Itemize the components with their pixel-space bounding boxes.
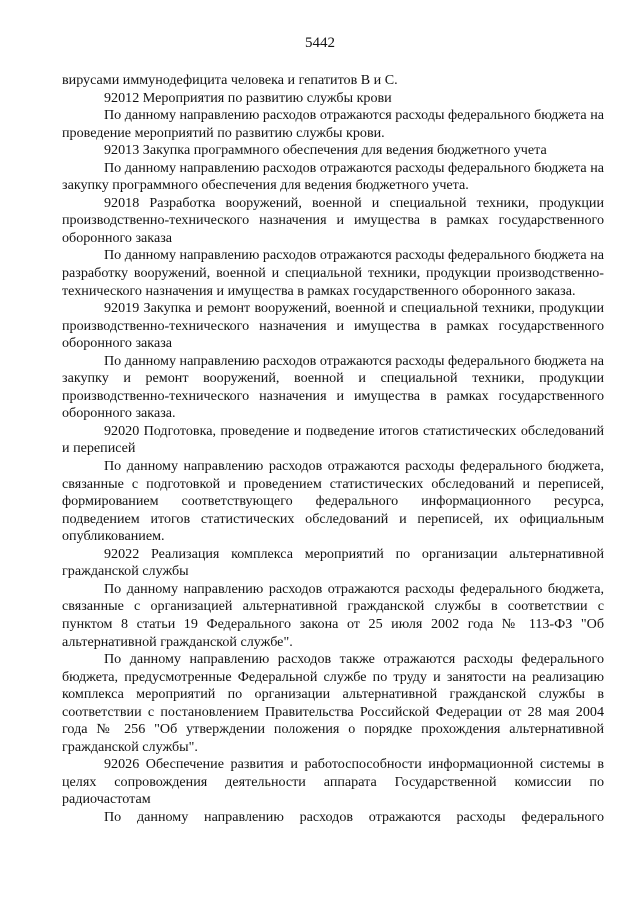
paragraph: 92012 Мероприятия по развитию службы крови [104, 89, 392, 106]
paragraph: По данному направлению расходов отражаются расходы федерального [104, 808, 604, 825]
paragraph: 92026 Обеспечение развития и работоспособности информационной системы в целях сопровождения деятельности аппарата Государственной комиссии по радиочастотам [62, 756, 604, 808]
paragraph: По данному направлению расходов также отражаются расходы федерального бюджета, предусмотренные Федеральной службе по труду и занятости на реализацию комплекса мероприятий по организации альтернативной гражданской службы в соответствии с постановлением Правительства Российской Федерации от 28 мая 2004 года № 256 "Об утверждении положения о порядке прохождения альтернативной гражданской службы". [62, 651, 604, 755]
paragraph: 92022 Реализация комплекса мероприятий по организации альтернативной гражданской службы [62, 545, 604, 580]
paragraph: 92018 Разработка вооружений, военной и специальной техники, продукции производственно-технического назначения и имущества в рамках государственного оборонного заказа [62, 194, 604, 246]
paragraph: По данному направлению расходов отражаются расходы федерального бюджета на закупку программного обеспечения для ведения бюджетного учета. [62, 159, 604, 194]
paragraph: По данному направлению расходов отражаются расходы федерального бюджета на разработку вооружений, военной и специальной техники, продукции производственно-технического назначения и имущества в рамках государственного оборонного заказа. [62, 247, 604, 299]
paragraph: 92020 Подготовка, проведение и подведение итогов статистических обследований и переписей [62, 422, 604, 457]
paragraph: По данному направлению расходов отражаются расходы федерального бюджета, связанные с подготовкой и проведением статистических обследований и переписей, формированием соответствующего федерального информационного ресурса, подведением итогов статистических обследований и переписей, их официальным опубликованием. [62, 458, 604, 545]
document-body [62, 72, 604, 827]
paragraph: 92019 Закупка и ремонт вооружений, военной и специальной техники, продукции производственно-технического назначения и имущества в рамках государственного оборонного заказа [62, 300, 604, 352]
paragraph: По данному направлению расходов отражаются расходы федерального бюджета на закупку и ремонт вооружений, военной и специальной техники, продукции производственно-технического назначения и имущества в рамках государственного оборонного заказа. [62, 352, 604, 422]
paragraph: По данному направлению расходов отражаются расходы федерального бюджета на проведение мероприятий по развитию службы крови. [62, 107, 604, 141]
paragraph: вирусами иммунодефицита человека и гепатитов В и С. [62, 72, 398, 88]
paragraph: По данному направлению расходов отражаются расходы федерального бюджета, связанные с организацией альтернативной гражданской службы в соответствии с пунктом 8 статьи 19 Федерального закона от 25 июля 2002 года № 113-ФЗ "Об альтернативной гражданской службе". [62, 580, 604, 650]
page-number: 5442 [305, 35, 335, 51]
paragraph: 92013 Закупка программного обеспечения для ведения бюджетного учета [104, 142, 547, 159]
